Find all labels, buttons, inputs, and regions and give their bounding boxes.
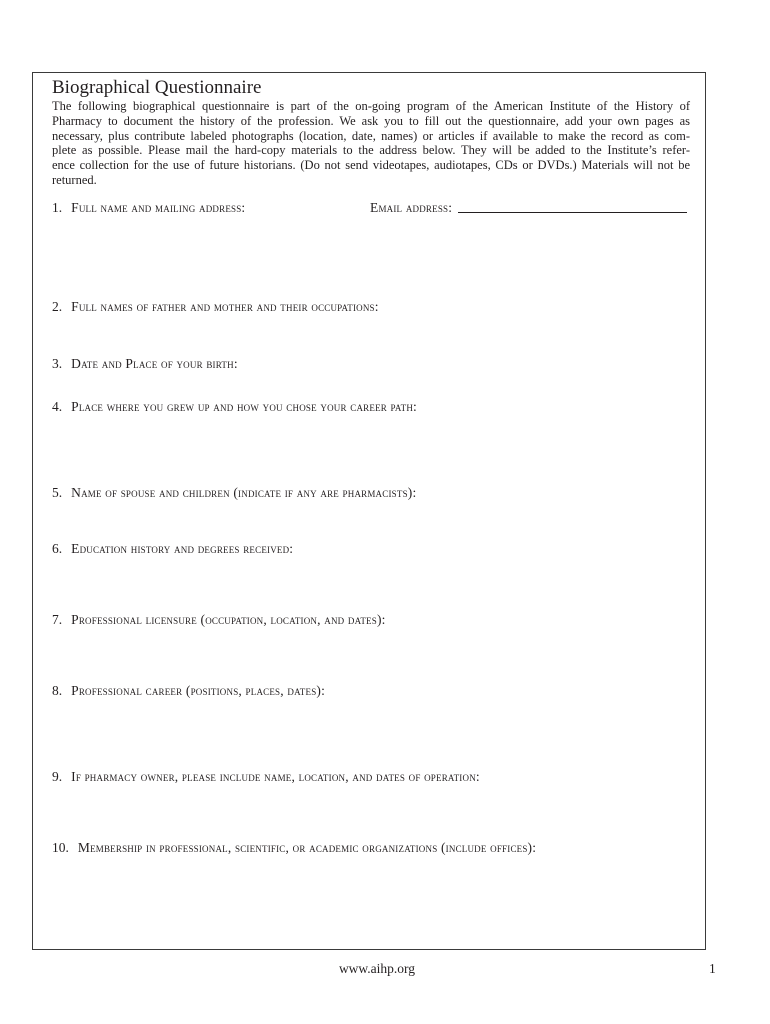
intro-line: The following biographical questionnaire is part of the on-going program of the American Institute of the History of [52,99,690,113]
question-label: Membership in professional, scientific, or academic organizations (include offices): [77,840,537,855]
answer-area-2[interactable] [52,317,690,351]
intro-line: Pharmacy to document the history of the profession. We ask you to fill out the questionnaire, add your own pages as [52,113,690,128]
question-label: Full name and mailing address: [71,200,246,215]
answer-area-10[interactable] [52,858,690,944]
answer-area-4[interactable] [52,417,690,479]
question-label: Professional career (positions, places, dates): [71,683,326,698]
question-number: 7. [52,612,63,627]
question-2 [52,299,379,315]
question-number: 2. [52,299,63,314]
answer-area-8[interactable] [52,701,690,764]
question-label: Full names of father and mother and their occupations: [71,299,379,314]
question-6 [52,541,293,557]
question-number: 8. [52,683,63,698]
question-label: Name of spouse and children (indicate if any are pharmacists): [71,485,417,500]
question-1 [52,200,245,216]
question-number: 6. [52,541,63,556]
intro-line: returned. [52,172,97,187]
question-number: 9. [52,769,63,784]
intro-line: plete as possible. Please mail the hard-copy materials to the address below. They will be added to the Institute’s refer- [52,143,690,158]
question-label: Education history and degrees received: [71,541,294,556]
question-5 [52,485,416,501]
answer-area-1[interactable] [52,218,690,294]
footer-url: www.aihp.org [338,961,416,976]
answer-area-9[interactable] [52,787,690,835]
question-label: Date and Place of your birth: [71,356,238,371]
question-9 [52,769,480,785]
question-8 [52,683,325,699]
answer-area-6[interactable] [52,559,690,607]
page-number: 1 [709,961,716,976]
question-7 [52,612,386,628]
question-4 [52,399,417,415]
question-10 [52,840,536,856]
answer-area-5[interactable] [52,503,690,536]
intro-line: ence collection for the use of future historians. (Do not send videotapes, audiotapes, CDs or DVDs.) Materials will not be [52,158,690,173]
page-title: Biographical Questionnaire [52,77,262,98]
question-3 [52,356,238,372]
question-number: 3. [52,356,63,371]
email-field[interactable] [458,200,687,213]
question-label: Professional licensure (occupation, location, and dates): [71,612,386,627]
question-label: Place where you grew up and how you chose your career path: [71,399,417,414]
intro-paragraph [52,99,690,188]
question-number: 10. [52,840,69,855]
answer-area-7[interactable] [52,630,690,678]
question-number: 1. [52,200,63,215]
question-label: If pharmacy owner, please include name, location, and dates of operation: [71,769,480,784]
email-label: Email address: [370,200,453,215]
question-number: 4. [52,399,63,414]
question-number: 5. [52,485,63,500]
answer-area-3[interactable] [52,374,690,394]
intro-line: necessary, plus contribute labeled photographs (location, date, names) or articles if available to make the record as com- [52,128,690,143]
